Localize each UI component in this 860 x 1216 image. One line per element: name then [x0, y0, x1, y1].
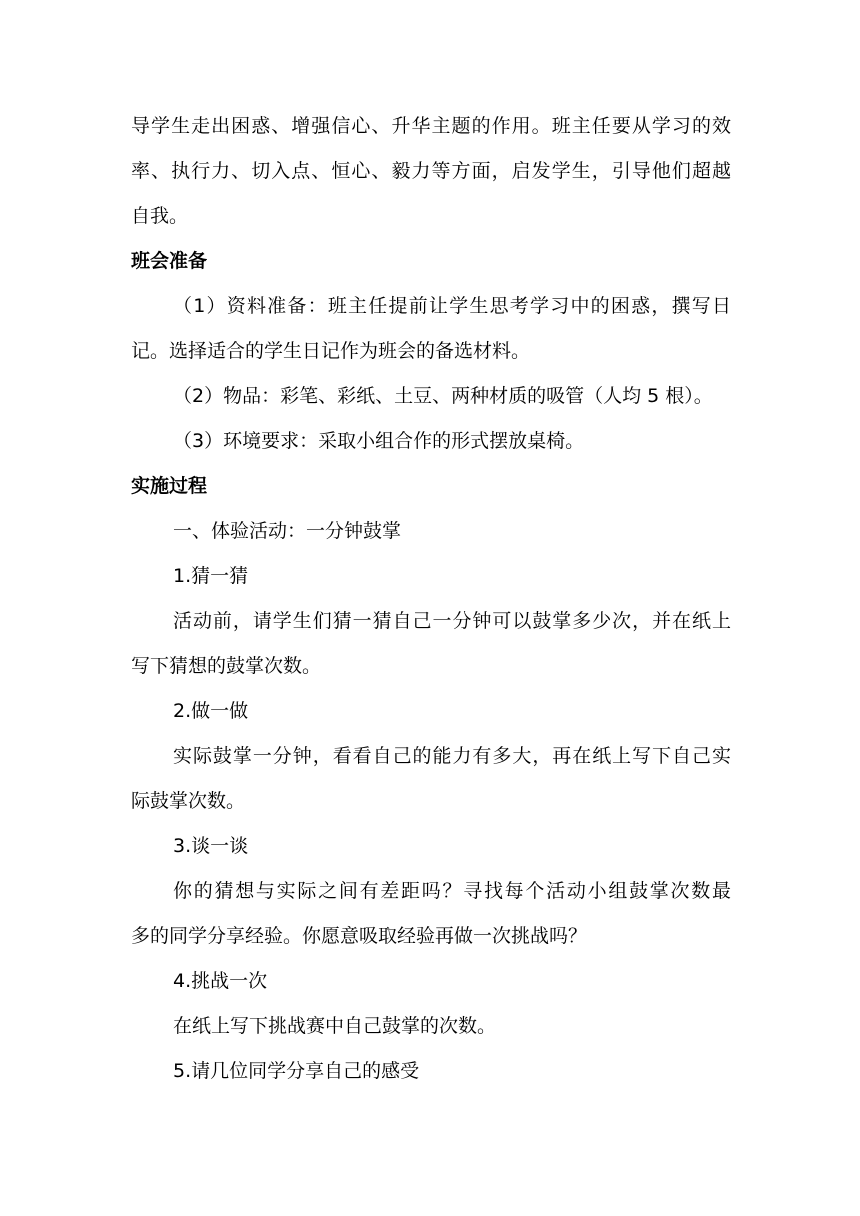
section-heading-preparation: 班会准备: [131, 250, 208, 272]
paragraph-line: 际鼓掌次数。: [131, 790, 246, 812]
paragraph-line: 实际鼓掌一分钟，看看自己的能力有多大，再在纸上写下自己实: [173, 745, 731, 767]
paragraph-line: 在纸上写下挑战赛中自己鼓掌的次数。: [173, 1015, 497, 1037]
paragraph-line: 活动前，请学生们猜一猜自己一分钟可以鼓掌多少次，并在纸上: [173, 610, 731, 632]
document-body: [131, 104, 731, 1094]
paragraph-line: 写下猜想的鼓掌次数。: [131, 655, 322, 677]
paragraph-line: 5.请几位同学分享自己的感受: [173, 1060, 420, 1082]
paragraph-line: 你的猜想与实际之间有差距吗？寻找每个活动小组鼓掌次数最: [173, 880, 731, 902]
paragraph-line: （2）物品：彩笔、彩纸、土豆、两种材质的吸管（人均 5 根）。: [173, 385, 713, 407]
paragraph-line: 1.猜一猜: [173, 565, 249, 587]
paragraph-line: 记。选择适合的学生日记作为班会的备选材料。: [131, 340, 531, 362]
paragraph-line: 导学生走出困惑、增强信心、升华主题的作用。班主任要从学习的效: [131, 115, 731, 137]
paragraph-line: 多的同学分享经验。你愿意吸取经验再做一次挑战吗？: [131, 925, 588, 947]
paragraph-line: 自我。: [131, 205, 189, 227]
section-heading-process: 实施过程: [131, 475, 208, 497]
paragraph-line: 4.挑战一次: [173, 970, 268, 992]
paragraph-line: （3）环境要求：采取小组合作的形式摆放桌椅。: [173, 430, 585, 452]
paragraph-line: 3.谈一谈: [173, 835, 249, 857]
paragraph-line: 一、体验活动：一分钟鼓掌: [173, 520, 402, 542]
paragraph-line: 2.做一做: [173, 700, 249, 722]
paragraph-line: （1）资料准备：班主任提前让学生思考学习中的困惑，撰写日: [173, 295, 731, 317]
paragraph-line: 率、执行力、切入点、恒心、毅力等方面，启发学生，引导他们超越: [131, 160, 731, 182]
